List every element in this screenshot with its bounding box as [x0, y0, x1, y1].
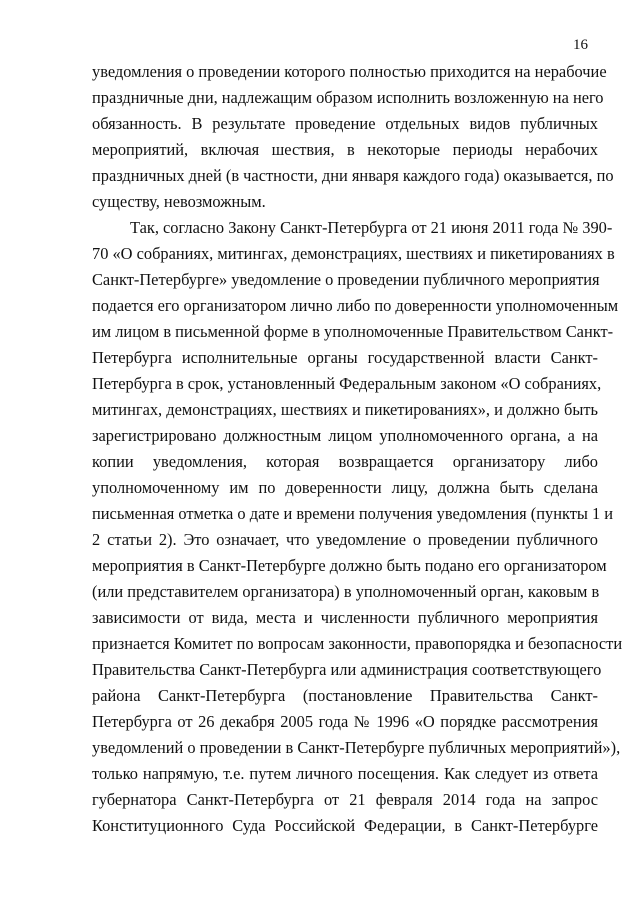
text-line: Правительства Санкт-Петербурга или администрация соответствующего	[92, 660, 602, 679]
text-line: 70 «О собраниях, митингах, демонстрациях, шествиях и пикетированиях в	[92, 244, 615, 263]
text-line: признается Комитет по вопросам законности, правопорядка и безопасности	[92, 634, 623, 653]
text-line: губернатора Санкт-Петербурга от 21 февраля 2014 года на запрос	[92, 790, 598, 809]
text-line: мероприятия в Санкт-Петербурге должно быть подано его организатором	[92, 556, 607, 575]
text-line: митингах, демонстрациях, шествиях и пикетированиях», и должно быть	[92, 400, 598, 419]
text-line: копии уведомления, которая возвращается организатору либо	[92, 452, 598, 471]
text-line: мероприятий, включая шествия, в некоторые периоды нерабочих	[92, 140, 598, 159]
text-line: уведомлений о проведении в Санкт-Петербурге публичных мероприятий»),	[92, 738, 621, 757]
text-line: района Санкт-Петербурга (постановление Правительства Санкт-	[92, 686, 598, 705]
text-line: письменная отметка о дате и времени получения уведомления (пункты 1 и	[92, 504, 614, 523]
text-line: им лицом в письменной форме в уполномоченные Правительством Санкт-	[92, 322, 614, 341]
text-line: (или представителем организатора) в уполномоченный орган, каковым в	[92, 582, 600, 601]
text-line: 2 статьи 2). Это означает, что уведомление о проведении публичного	[92, 530, 598, 549]
text-line: только напрямую, т.е. путем личного посещения. Как следует из ответа	[92, 764, 598, 783]
text-line: праздничных дней (в частности, дни января каждого года) оказывается, по	[92, 166, 614, 185]
text-line: зарегистрировано должностным лицом уполномоченного органа, а на	[92, 426, 598, 445]
text-line: Конституционного Суда Российской Федерации, в Санкт-Петербурге	[92, 816, 598, 835]
text-line: уведомления о проведении которого полностью приходится на нерабочие	[92, 62, 607, 81]
text-line: Петербурга от 26 декабря 2005 года № 1996 «О порядке рассмотрения	[92, 712, 598, 731]
paragraph-first-line: Так, согласно Закону Санкт-Петербурга от 21 июня 2011 года № 390-	[130, 218, 613, 237]
text-line: праздничные дни, надлежащим образом исполнить возложенную на него	[92, 88, 604, 107]
text-line: существу, невозможным.	[92, 192, 266, 211]
text-line: Петербурга в срок, установленный Федеральным законом «О собраниях,	[92, 374, 602, 393]
text-line: Петербурга исполнительные органы государственной власти Санкт-	[92, 348, 598, 367]
text-line: уполномоченному им по доверенности лицу, должна быть сделана	[92, 478, 598, 497]
page-number: 16	[573, 37, 588, 53]
text-line: обязанность. В результате проведение отдельных видов публичных	[92, 114, 598, 133]
text-line: подается его организатором лично либо по доверенности уполномоченным	[92, 296, 619, 315]
text-line: Санкт-Петербурге» уведомление о проведении публичного мероприятия	[92, 270, 600, 289]
text-line: зависимости от вида, места и численности публичного мероприятия	[92, 608, 598, 627]
